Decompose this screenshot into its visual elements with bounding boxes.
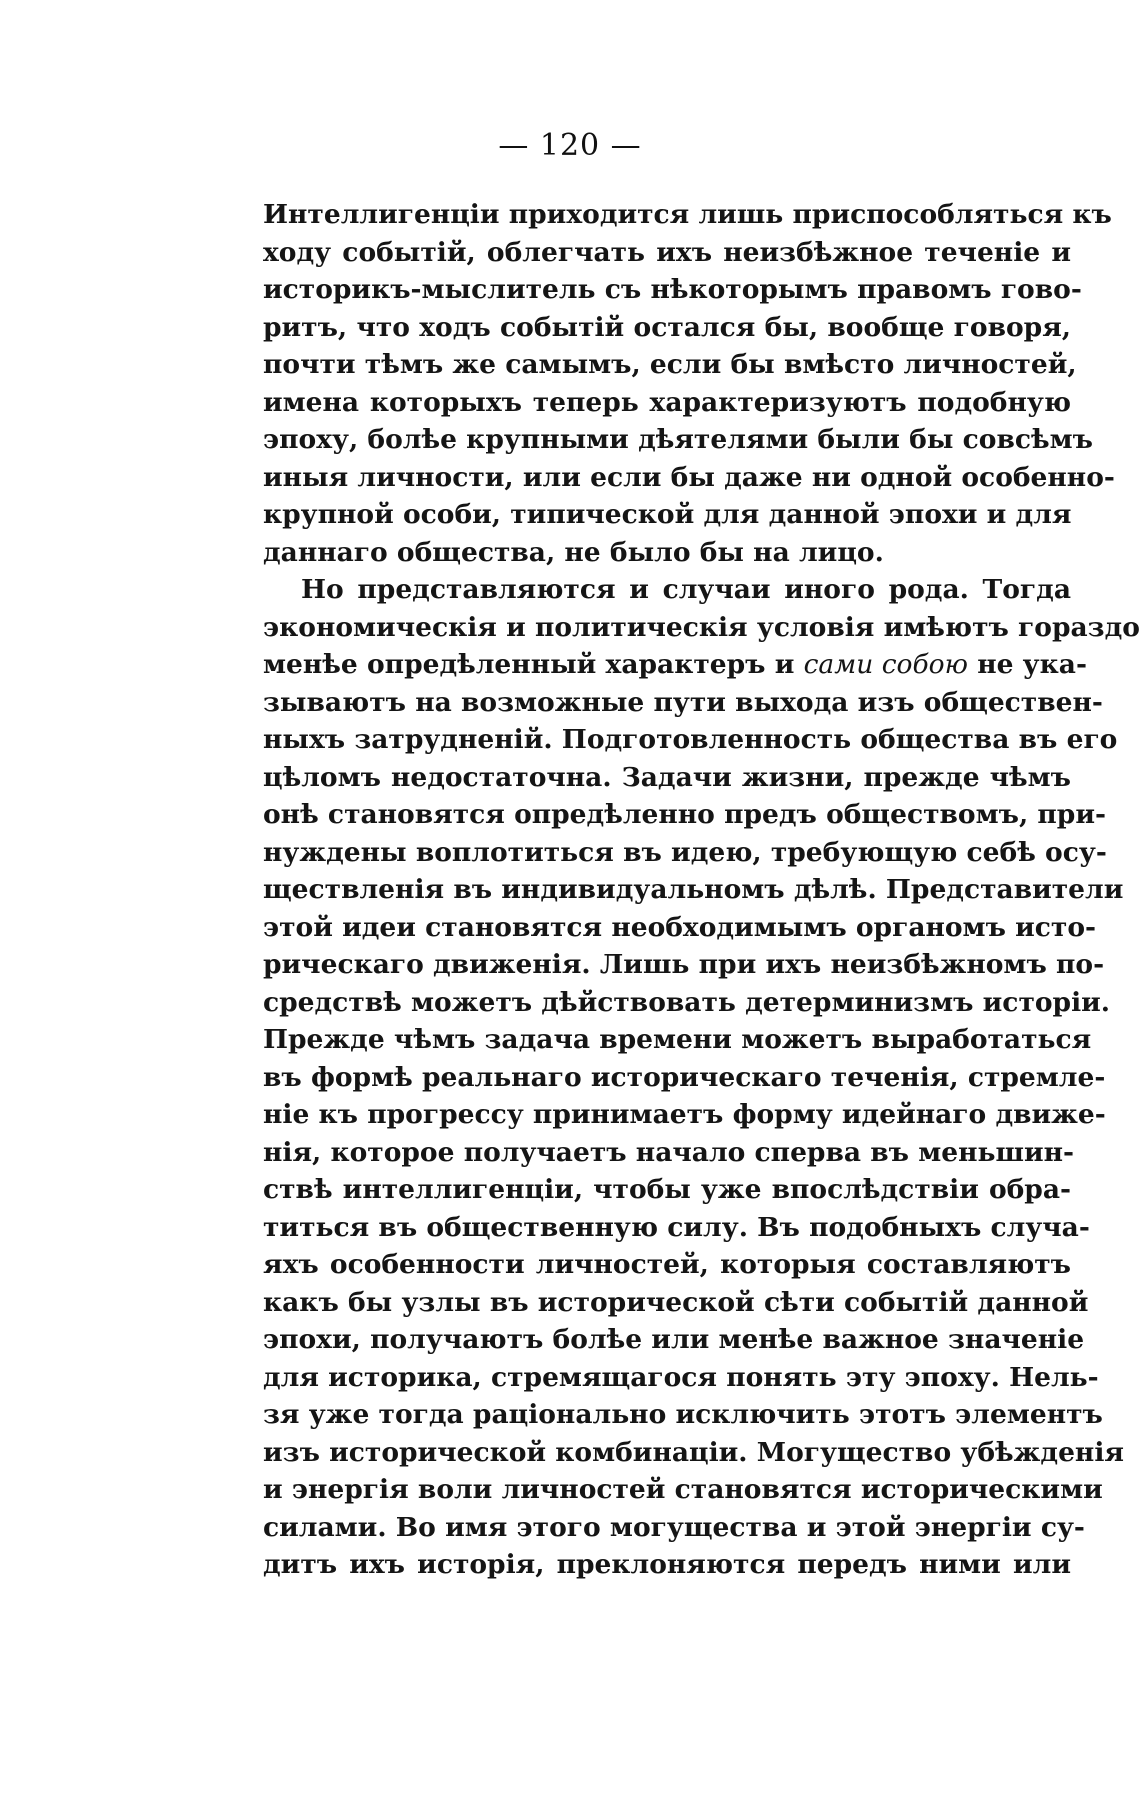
text-line: цѣломъ недостаточна. Задачи жизни, прежде чѣмъ: [263, 761, 1071, 793]
text-line: въ формѣ реальнаго историческаго теченія, стремле-: [263, 1061, 1106, 1093]
text-line: нуждены воплотиться въ идею, требующую себѣ осу-: [263, 836, 1107, 868]
paragraph-first-line: Но представляются и случаи иного рода. Тогда: [301, 574, 1071, 605]
text-line: рическаго движенія. Лишь при ихъ неизбѣжномъ по-: [263, 949, 1105, 980]
text-line: силами. Во имя этого могущества и этой энергіи су-: [263, 1511, 1085, 1543]
text-line: дитъ ихъ исторія, преклоняются передъ ними или: [263, 1549, 1071, 1580]
page-number: — 120 —: [498, 128, 642, 163]
text-line: экономическія и политическія условія имѣютъ гораздо: [263, 611, 1140, 643]
text-line: эпохи, получаютъ болѣе или менѣе важное значеніе: [263, 1324, 1085, 1355]
text-line: какъ бы узлы въ исторической сѣти событій данной: [263, 1286, 1089, 1318]
text-line: Прежде чѣмъ задача времени можетъ выработаться: [263, 1024, 1092, 1055]
text-line: иныя личности, или если бы даже ни одной особенно-: [263, 461, 1115, 493]
text-segment: не ука-: [977, 649, 1087, 680]
text-line: изъ исторической комбинаціи. Могущество убѣжденія: [263, 1436, 1124, 1468]
text-line: яхъ особенности личностей, которыя составляютъ: [263, 1249, 1071, 1280]
text-line: зя уже тогда раціонально исключить этотъ элементъ: [263, 1399, 1103, 1430]
text-line: ходу событій, облегчать ихъ неизбѣжное теченіе и: [263, 236, 1071, 268]
text-line: ніе къ прогрессу принимаетъ форму идейнаго движе-: [263, 1099, 1106, 1130]
text-line: онѣ становятся опредѣленно предъ обществомъ, при-: [263, 799, 1106, 830]
text-line: эпоху, болѣе крупными дѣятелями были бы совсѣмъ: [263, 424, 1093, 455]
text-line: для историка, стремящагося понять эту эпоху. Нель-: [263, 1361, 1099, 1393]
italic-phrase: сами собою: [803, 649, 968, 680]
text-line: имена которыхъ теперь характеризуютъ подобную: [263, 386, 1071, 418]
text-line: и энергія воли личностей становятся историческими: [263, 1474, 1103, 1505]
text-line: историкъ-мыслитель съ нѣкоторымъ правомъ гово-: [263, 274, 1082, 305]
text-line: этой идеи становятся необходимымъ органомъ исто-: [263, 911, 1097, 943]
text-line: ществленія въ индивидуальномъ дѣлѣ. Представители: [263, 874, 1124, 905]
text-line: средствѣ можетъ дѣйствовать детерминизмъ исторіи.: [263, 986, 1111, 1018]
text-line: ритъ, что ходъ событій остался бы, вообще говоря,: [263, 311, 1071, 343]
text-line-with-italic: [263, 646, 1087, 684]
text-line: титься въ общественную силу. Въ подобныхъ случа-: [263, 1211, 1090, 1243]
text-line: зываютъ на возможные пути выхода изъ обществен-: [263, 686, 1103, 718]
paragraph-last-line: даннаго общества, не было бы на лицо.: [263, 536, 884, 568]
text-line: крупной особи, типической для данной эпохи и для: [263, 499, 1072, 530]
text-line: нія, которое получаетъ начало сперва въ меньшин-: [263, 1136, 1075, 1168]
text-line: почти тѣмъ же самымъ, если бы вмѣсто личностей,: [263, 349, 1077, 380]
text-line: ствѣ интеллигенціи, чтобы уже впослѣдствіи обра-: [263, 1174, 1071, 1205]
text-segment: менѣе опредѣленный характеръ и: [263, 649, 795, 680]
text-line: Интеллигенціи приходится лишь приспособляться къ: [263, 199, 1112, 230]
text-line: ныхъ затрудненій. Подготовленность общества въ его: [263, 724, 1118, 755]
body-text: [263, 196, 1140, 1584]
